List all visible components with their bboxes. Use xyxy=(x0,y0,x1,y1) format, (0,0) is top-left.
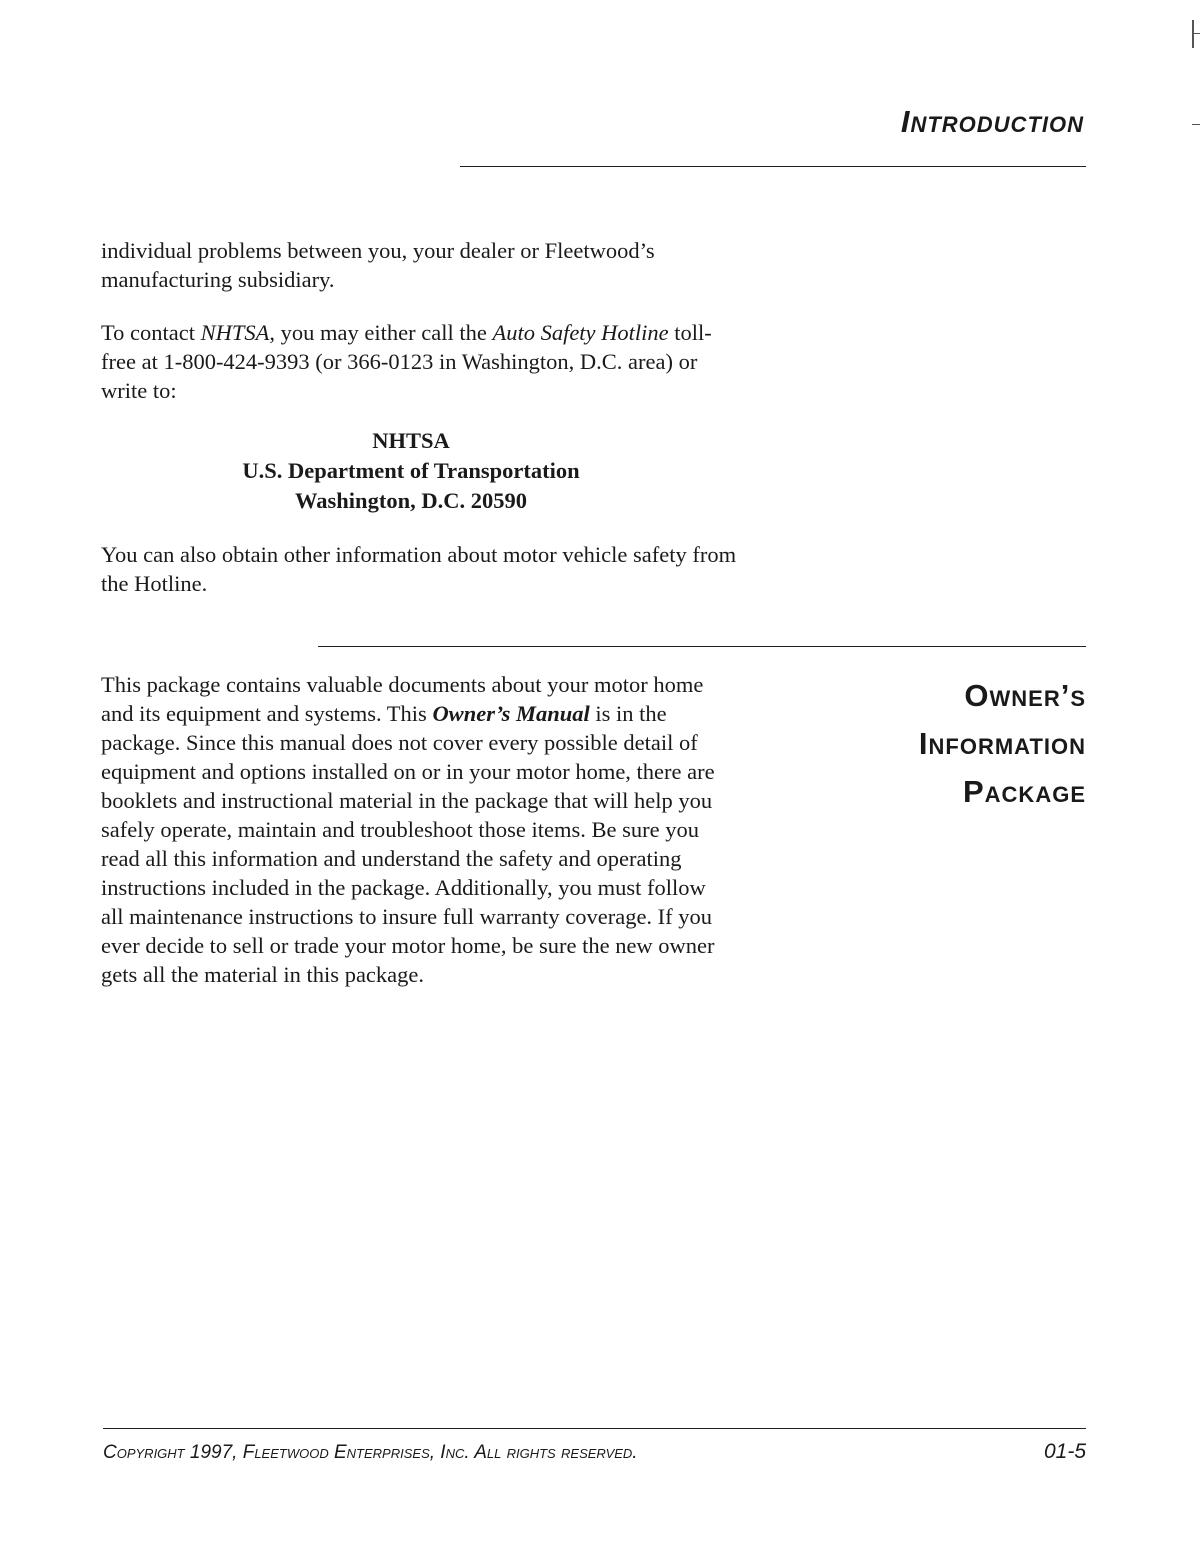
intro-paragraph-1: individual problems between you, your dealer or Fleetwood’s manufacturing subsidiary. xyxy=(101,238,655,292)
owners-package-paragraph xyxy=(101,670,721,989)
nhtsa-address xyxy=(101,426,721,516)
hotline-name: Auto Safety Hotline xyxy=(492,320,669,345)
heading-line-1: Owner’s xyxy=(964,678,1086,713)
intro-text: toll-free at 1-800-424-9393 (or 366-0123 in Washington, D.C. area) or write to: xyxy=(101,320,712,403)
owners-package-heading xyxy=(786,672,1086,816)
intro-text: , you may either call the xyxy=(269,320,493,345)
intro-paragraph-2 xyxy=(101,318,741,405)
scan-edge-mark xyxy=(1192,20,1194,48)
address-line-1: NHTSA xyxy=(372,428,450,453)
copyright-notice: Copyright 1997, Fleetwood Enterprises, Inc. All rights reserved. xyxy=(103,1442,638,1463)
intro-paragraph-3: You can also obtain other information about motor vehicle safety from the Hotline. xyxy=(101,542,737,596)
section-title: Introduction xyxy=(900,104,1084,139)
scan-edge-mark xyxy=(1192,33,1200,34)
manual-title: Owner’s Manual xyxy=(432,701,590,726)
footer-rule xyxy=(103,1428,1086,1429)
heading-line-3: Package xyxy=(962,774,1086,809)
header-rule xyxy=(460,166,1086,167)
nhtsa-name: NHTSA xyxy=(200,320,270,345)
page-number: 01-5 xyxy=(1043,1440,1086,1463)
section-divider xyxy=(318,646,1086,647)
body-text: This package contains valuable documents about your motor home and its equipment and systems. This xyxy=(101,672,704,726)
address-line-3: Washington, D.C. 20590 xyxy=(295,488,527,513)
heading-line-2: Information xyxy=(918,726,1086,761)
scan-edge-mark xyxy=(1192,124,1200,125)
address-line-2: U.S. Department of Transportation xyxy=(242,458,580,483)
intro-text: To contact xyxy=(101,320,201,345)
body-text: is in the package. Since this manual does not cover every possible detail of equipment and options installed on or in your motor home, there are booklets and instructional material in the package that will help you safely operate, maintain and troubleshoot those items. Be sure you read all this information and understand the safety and operating instructions included in the package. Additionally, you must follow all maintenance instructions to insure full warranty coverage. If you ever decide to sell or trade your motor home, be sure the new owner gets all the material in this package. xyxy=(101,701,715,987)
